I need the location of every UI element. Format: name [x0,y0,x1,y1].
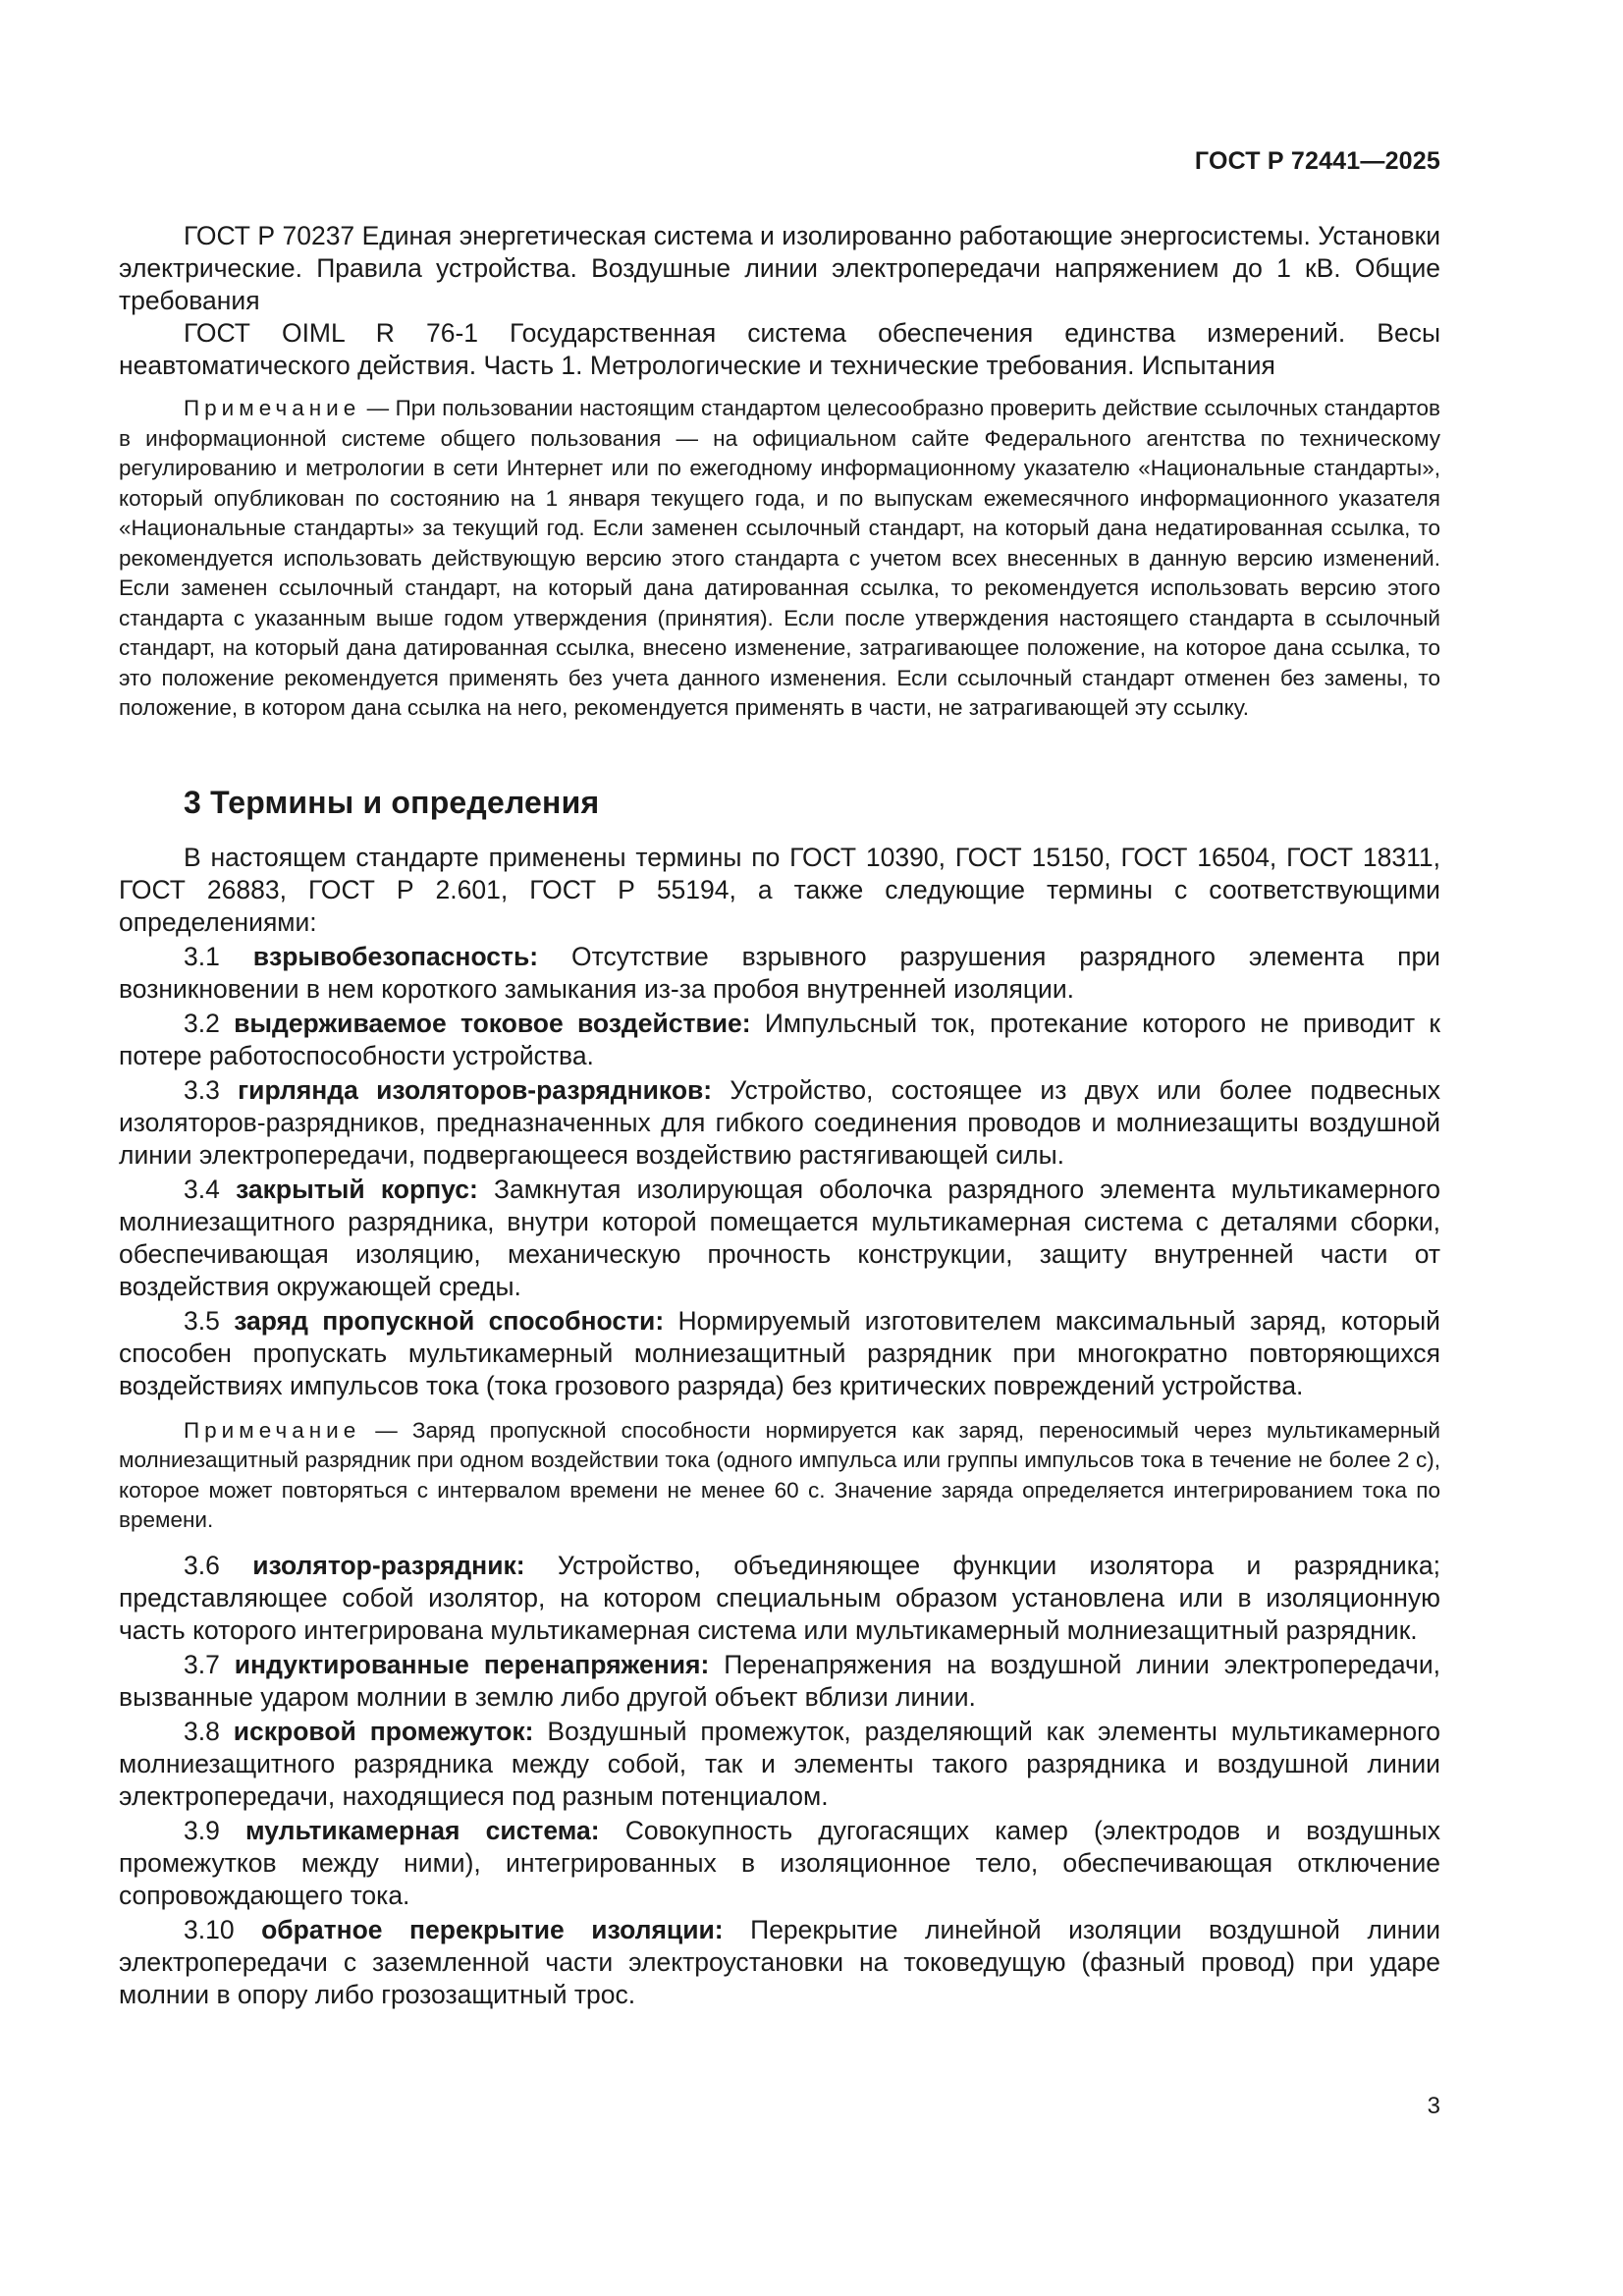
term-definition: Импульсный ток, протекание которого не приводит к потере работоспособности устройства. [119,1008,1440,1070]
term-name: искровой промежуток: [233,1716,534,1746]
term-item [119,1074,1440,1172]
term-definition: Замкнутая изолирующая оболочка разрядного элемента мультикамерного молниезащитного разрядника, внутри которой помещается мультикамерная система с деталями сборки, обеспечивающая изоляцию, механическую прочность конструкции, защиту внутренней части от воздействия окружающей среды. [119,1174,1440,1301]
term-name: взрывобезопасность: [252,941,539,971]
reference-gost-oiml-r-76-1: ГОСТ OIML R 76-1 Государственная система обеспечения единства измерений. Весы неавтоматического действия. Часть 1. Метрологические и технические требования. Испытания [119,318,1440,380]
term-item [119,1649,1440,1714]
term-item [119,1008,1440,1072]
section-intro: В настоящем стандарте применены термины по ГОСТ 10390, ГОСТ 15150, ГОСТ 16504, ГОСТ 18311, ГОСТ 26883, ГОСТ Р 2.601, ГОСТ Р 55194, а также следующие термины с соответствующими определениями: [119,842,1440,937]
note-label: Примечание [184,1417,361,1443]
term-number: 3.6 [184,1550,220,1580]
term-definition: Устройство, объединяющее функции изолятора и разрядника; представляющее собой изолятор, на котором специальным образом установлена или в изоляционную часть которого интегрирована мультикамерная система или мультикамерный молниезащитный разрядник. [119,1550,1440,1645]
term-number: 3.5 [184,1305,220,1336]
term-name: выдерживаемое токовое воздействие: [234,1008,751,1038]
term-definition: Воздушный промежуток, разделяющий как элементы мультикамерного молниезащитного разрядника между собой, так и элементы такого разрядника и воздушной линии электропередачи, находящиеся под разным потенциалом. [119,1716,1440,1811]
term-item [119,941,1440,1006]
term-name: индуктированные перенапряжения: [234,1649,710,1679]
term-number: 3.1 [184,941,220,971]
note-text: — При пользовании настоящим стандартом целесообразно проверить действие ссылочных стандартов в информационной системе общего пользования — на официальном сайте Федерального агентства по техническому регулированию и метрологии в сети Интернет или по ежегодному информационному указателю «Национальные стандарты», который опубликован по состоянию на 1 января текущего года, и по выпускам ежемесячного информационного указателя «Национальные стандарты» за текущий год. Если заменен ссылочный стандарт, на который дана недатированная ссылка, то рекомендуется использовать действующую версию этого стандарта с учетом всех внесенных в данную версию изменений. Если заменен ссылочный стандарт, на который дана датированная ссылка, то рекомендуется использовать версию этого стандарта с указанным выше годом утверждения (принятия). Если после утверждения настоящего стандарта в ссылочный стандарт, на который дана датированная ссылка, внесено изменение, затрагивающее положение, на которое дана ссылка, то это положение рекомендуется применять без учета данного изменения. Если ссылочный стандарт отменен без замены, то положение, в котором дана ссылка на него, рекомендуется применять в части, не затрагивающей эту ссылку. [119,396,1440,720]
term-definition: Перекрытие линейной изоляции воздушной линии электропередачи с заземленной части электроустановки на токоведущую (фазный провод) при ударе молнии в опору либо грозозащитный трос. [119,1914,1440,2009]
term-item [119,1716,1440,1813]
term-item [119,1914,1440,2011]
term-name: закрытый корпус: [236,1174,478,1204]
term-number: 3.10 [184,1914,235,1944]
term-definition: Устройство, состоящее из двух или более подвесных изоляторов-разрядников, предназначенных для гибкого соединения проводов и молниезащиты воздушной линии электропередачи, подвергающееся воздействию растягивающей силы. [119,1074,1440,1170]
page-content [119,220,1440,2011]
term-number: 3.9 [184,1815,220,1845]
page-number: 3 [1427,2093,1440,2119]
term-number: 3.7 [184,1649,220,1679]
term-name: гирлянда изоляторов-разрядников: [238,1074,713,1105]
note-label: Примечание [184,396,361,420]
term-item [119,1305,1440,1402]
note-charge-capacity [119,1416,1440,1536]
term-name: обратное перекрытие изоляции: [261,1914,724,1944]
note-references [119,394,1440,724]
reference-gost-r-70237: ГОСТ Р 70237 Единая энергетическая система и изолированно работающие энергосистемы. Установки электрические. Правила устройства. Воздушные линии электропередачи напряжением до 1 кВ. Общие требования [119,221,1440,315]
term-item [119,1174,1440,1303]
document-code: ГОСТ Р 72441—2025 [1194,147,1440,175]
term-name: изолятор-разрядник: [252,1550,525,1580]
term-number: 3.8 [184,1716,220,1746]
term-definition: Совокупность дугогасящих камер (электродов и воздушных промежутков между ними), интегрированных в изоляционное тело, обеспечивающая отключение сопровождающего тока. [119,1815,1440,1910]
section-title: 3 Термины и определения [184,784,600,820]
term-definition: Отсутствие взрывного разрушения разрядного элемента при возникновении в нем короткого замыкания из-за пробоя внутренней изоляции. [119,941,1440,1004]
term-number: 3.4 [184,1174,220,1204]
term-name: мультикамерная система: [245,1815,600,1845]
term-item [119,1815,1440,1912]
term-number: 3.2 [184,1008,220,1038]
term-definition: Перенапряжения на воздушной линии электропередачи, вызванные ударом молнии в землю либо другой объект вблизи линии. [119,1649,1440,1712]
term-number: 3.3 [184,1074,220,1105]
term-item [119,1550,1440,1647]
note-text: — Заряд пропускной способности нормируется как заряд, переносимый через мультикамерный молниезащитный разрядник при одном воздействии тока (одного импульса или группы импульсов тока в течение не более 2 с), которое может повторяться с интервалом времени не менее 60 с. Значение заряда определяется интегрированием тока по времени. [119,1417,1440,1532]
term-definition: Нормируемый изготовителем максимальный заряд, который способен пропускать мультикамерный молниезащитный разрядник при многократно повторяющихся воздействиях импульсов тока (тока грозового разряда) без критических повреждений устройства. [119,1305,1440,1400]
term-name: заряд пропускной способности: [234,1305,665,1336]
